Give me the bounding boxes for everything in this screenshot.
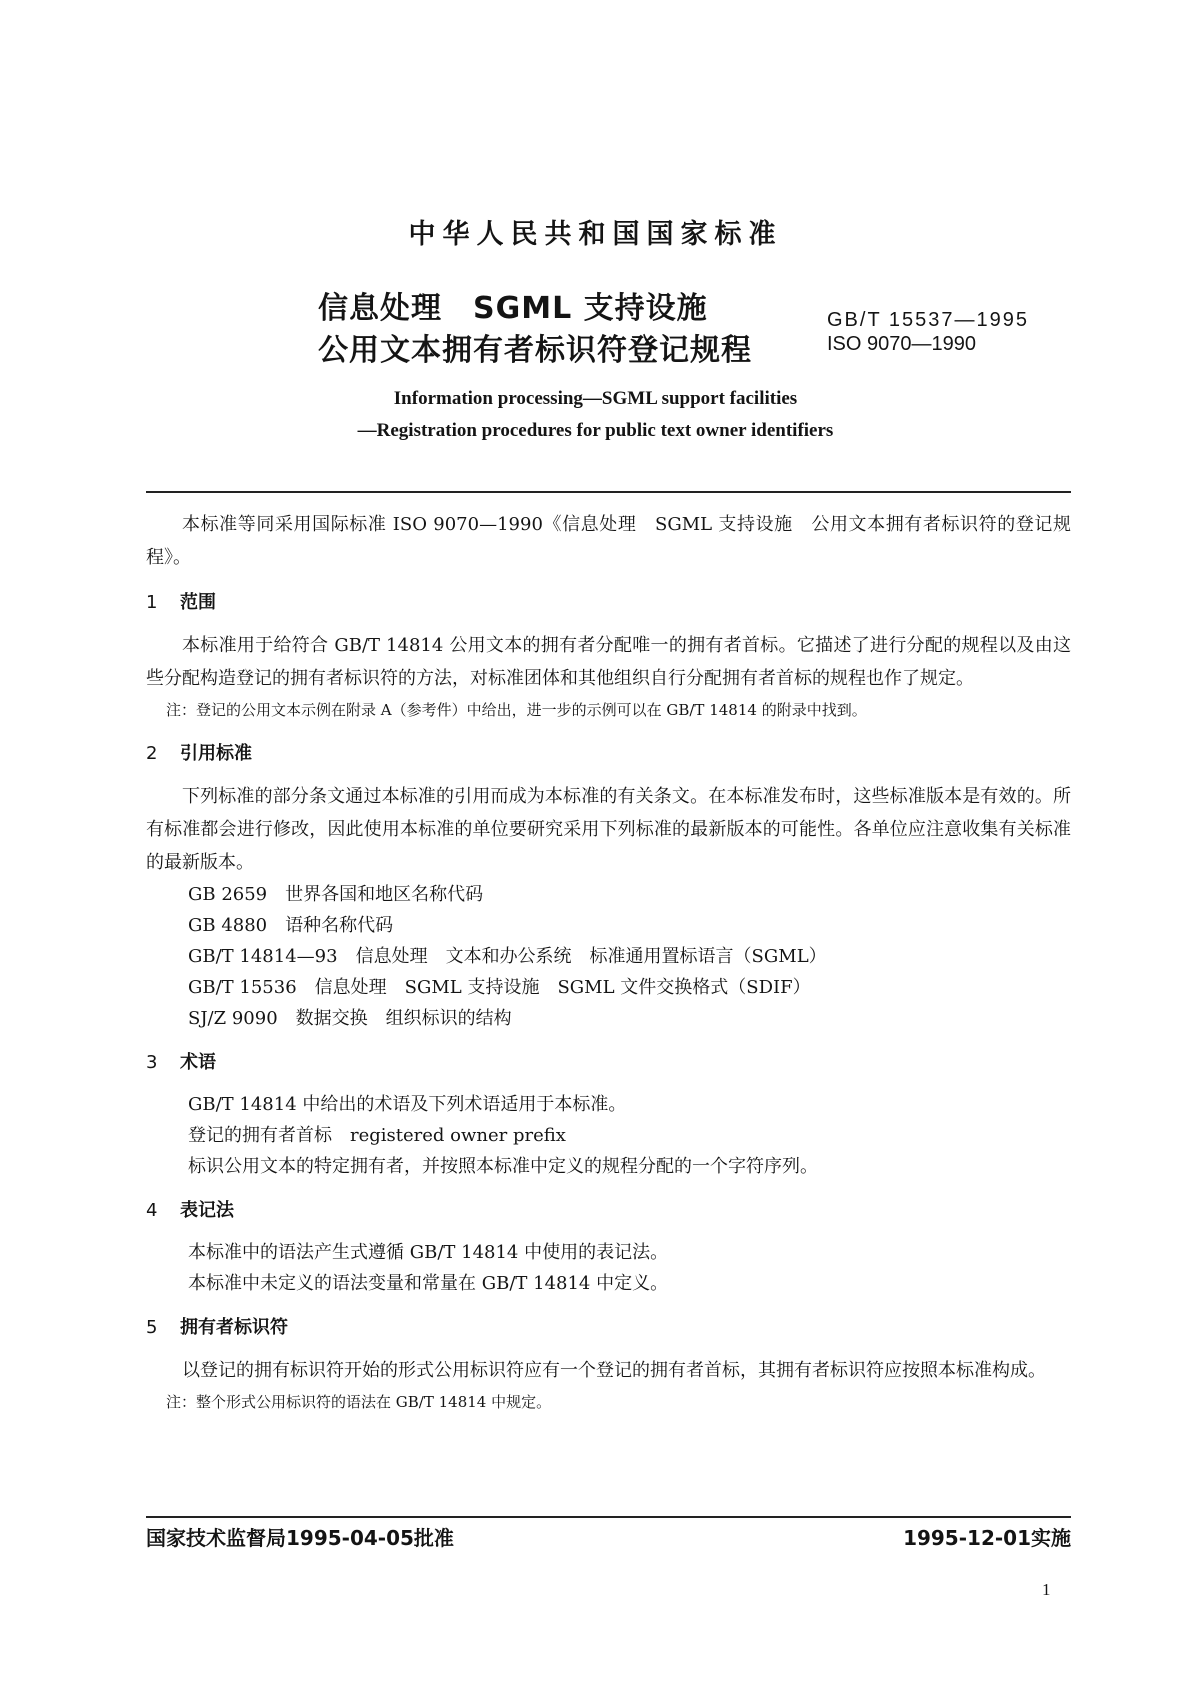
section-title: 引用标准 (180, 743, 252, 764)
section-number: 1 (146, 592, 158, 613)
section-1-heading (146, 586, 1071, 619)
footer-divider (146, 1516, 1071, 1518)
iso-code: ISO 9070—1990 (827, 333, 976, 355)
gb-code: GB/T 15537—1995 (827, 309, 1029, 331)
national-standard-heading: 中华人民共和国国家标准 (408, 219, 783, 250)
reference-item: SJ/Z 9090 数据交换 组织标识的结构 (188, 1008, 512, 1029)
section-2-heading (146, 737, 1071, 770)
english-title (0, 383, 1191, 447)
section-1-note: 注：登记的公用文本示例在附录 A（参考件）中给出，进一步的示例可以在 GB/T 14814 的附录中找到。 (166, 701, 867, 719)
reference-item: GB/T 14814—93 信息处理 文本和办公系统 标准通用置标语言（SGML） (188, 946, 827, 967)
section-title: 范围 (180, 592, 216, 613)
section-1-paragraph: 本标准用于给符合 GB/T 14814 公用文本的拥有者分配唯一的拥有者首标。它描述了进行分配的规程以及由这些分配构造登记的拥有者标识符的方法，对标准团体和其他组织自行分配拥有者首标的规程也作了规定。 (146, 635, 1071, 689)
standard-codes (827, 308, 1029, 356)
page-number: 1 (1042, 1580, 1051, 1599)
chinese-title-line-1: 信息处理 SGML 支持设施 (318, 291, 708, 326)
section-title: 表记法 (180, 1200, 234, 1221)
reference-item: GB/T 15536 信息处理 SGML 支持设施 SGML 文件交换格式（SDIF） (188, 977, 811, 998)
section-number: 3 (146, 1052, 158, 1073)
section-number: 4 (146, 1200, 158, 1221)
section-5-note: 注：整个形式公用标识符的语法在 GB/T 14814 中规定。 (166, 1393, 552, 1411)
section-number: 5 (146, 1317, 158, 1338)
reference-item: GB 2659 世界各国和地区名称代码 (188, 884, 484, 905)
section-title: 拥有者标识符 (180, 1317, 288, 1338)
english-title-line-1: Information processing—SGML support facilities (393, 388, 798, 409)
term-definition: 标识公用文本的特定拥有者，并按照本标准中定义的规程分配的一个字符序列。 (188, 1156, 818, 1177)
approval-date: 国家技术监督局1995-04-05批准 (146, 1526, 454, 1550)
header-divider (146, 491, 1071, 493)
section-3-heading (146, 1046, 1071, 1079)
footer (146, 1523, 1071, 1553)
intro-paragraph: 本标准等同采用国际标准 ISO 9070—1990《信息处理 SGML 支持设施 公用文本拥有者标识符的登记规程》。 (146, 514, 1071, 568)
section-4-line-2: 本标准中未定义的语法变量和常量在 GB/T 14814 中定义。 (188, 1273, 669, 1294)
section-4-line-1: 本标准中的语法产生式遵循 GB/T 14814 中使用的表记法。 (188, 1242, 669, 1263)
english-title-line-2: —Registration procedures for public text owner identifiers (357, 420, 834, 441)
section-5-heading (146, 1311, 1071, 1344)
section-title: 术语 (180, 1052, 216, 1073)
chinese-title-line-2: 公用文本拥有者标识符登记规程 (318, 333, 752, 368)
implementation-date: 1995-12-01实施 (903, 1526, 1071, 1550)
term-entry: 登记的拥有者首标 registered owner prefix (188, 1125, 566, 1146)
chinese-title (318, 288, 752, 372)
section-2-paragraph: 下列标准的部分条文通过本标准的引用而成为本标准的有关条文。在本标准发布时，这些标准版本是有效的。所有标准都会进行修改，因此使用本标准的单位要研究采用下列标准的最新版本的可能性。各单位应注意收集有关标准的最新版本。 (146, 786, 1071, 873)
section-3-line: GB/T 14814 中给出的术语及下列术语适用于本标准。 (188, 1094, 627, 1115)
section-number: 2 (146, 743, 158, 764)
reference-item: GB 4880 语种名称代码 (188, 915, 394, 936)
section-5-paragraph: 以登记的拥有标识符开始的形式公用标识符应有一个登记的拥有者首标，其拥有者标识符应按照本标准构成。 (182, 1360, 1046, 1381)
document-body (146, 508, 1071, 1417)
section-4-heading (146, 1194, 1071, 1227)
